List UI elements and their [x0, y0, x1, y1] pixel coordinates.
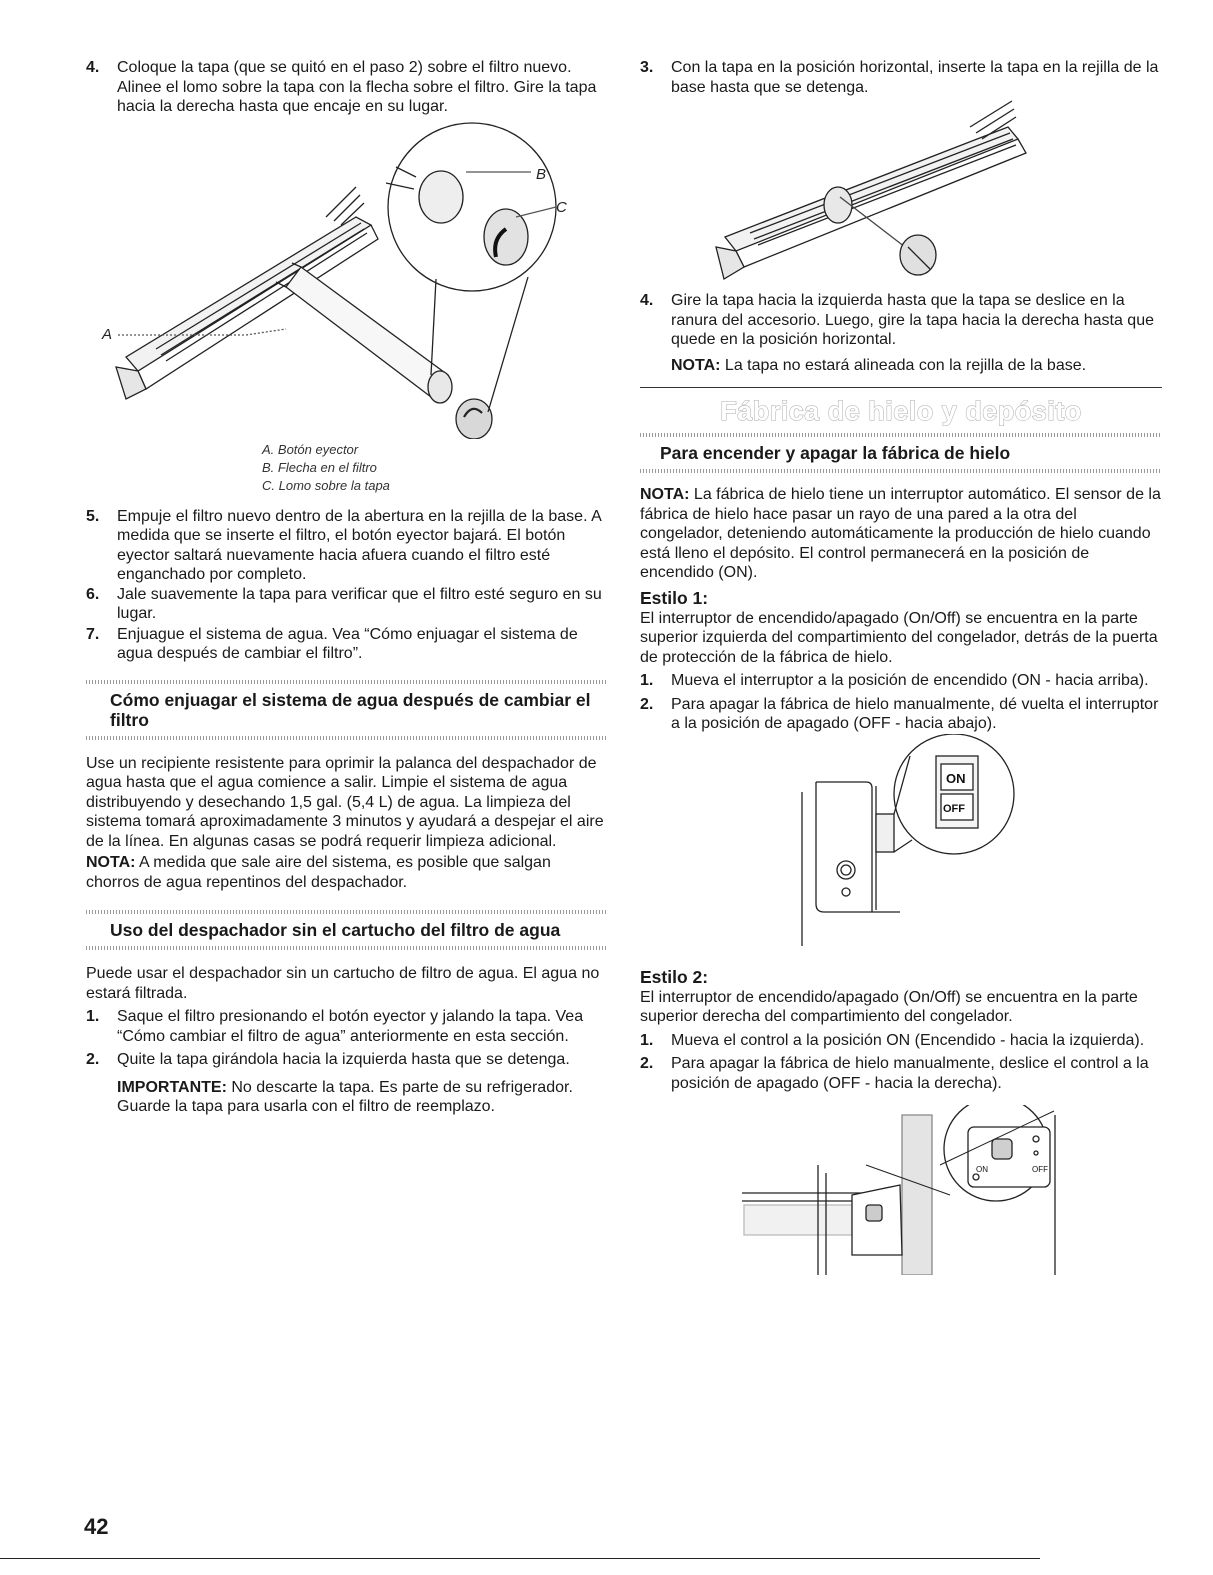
style2-heading: Estilo 2:	[640, 966, 709, 987]
note-label: NOTA:	[640, 486, 690, 503]
step-4-right	[640, 291, 1162, 350]
label-c: C	[556, 198, 567, 216]
flush-heading: Cómo enjuagar el sistema de agua después de cambiar el filtro	[110, 689, 591, 730]
insert-cap-illustration	[640, 97, 1162, 283]
note-text: La fábrica de hielo tiene un interruptor automático. El sensor de la fábrica de hielo hace pasar un rayo de una pared a la otra del congelador, deteniendo automáticamente la producción de hielo cuando está lleno el depósito. El control permanecerá en la posición de encendido (ON).	[640, 486, 1161, 581]
no-cartridge-step-1	[86, 1007, 606, 1046]
step-number: 4.	[640, 292, 654, 309]
left-column	[86, 58, 606, 1117]
insert-cap-figure	[640, 97, 1162, 283]
filter-cap-illustration	[86, 117, 606, 439]
flush-body: Use un recipiente resistente para oprimir la palanca del despachador de agua hasta que el agua comience a salir. Limpie el sistema de agua distribuyendo y desechando 1,5 gal. (5,4 L) de agua. La limpieza del sistema tomará aproximadamente 3 minutos y ayudará a despejar el aire de la línea. En algunas casas se podrá requerir limpieza adicional.	[86, 754, 604, 850]
step-3-right	[640, 58, 1162, 97]
style1-figure	[640, 734, 1162, 946]
label-a: A	[102, 325, 113, 343]
step-number: 1.	[640, 1031, 654, 1049]
step-6	[86, 585, 606, 624]
step-number: 5.	[86, 507, 100, 525]
slider-on-label: ON	[976, 1165, 988, 1174]
icemaker-heading: Para encender y apagar la fábrica de hielo	[660, 443, 1011, 463]
step-4-left	[86, 58, 606, 117]
note-label: NOTA:	[671, 356, 721, 374]
no-cartridge-step-2	[86, 1050, 606, 1070]
right-note	[640, 356, 1162, 376]
step-text: Para apagar la fábrica de hielo manualmente, dé vuelta el interruptor a la posición de apagado (OFF - hacia abajo).	[671, 695, 1159, 732]
step-number: 2.	[640, 1055, 654, 1072]
no-cartridge-body: Puede usar el despachador sin un cartucho de filtro de agua. El agua no estará filtrada.	[86, 965, 600, 1002]
step-number: 4.	[86, 59, 100, 76]
note-text: A medida que sale aire del sistema, es posible que salgan chorros de agua repentinos del despachador.	[86, 854, 551, 891]
step-text: Jale suavemente la tapa para verificar que el filtro esté seguro en su lugar.	[117, 585, 602, 622]
flush-note	[86, 853, 606, 892]
caption-c: C. Lomo sobre la tapa	[262, 477, 390, 493]
step-number: 1.	[86, 1008, 100, 1025]
switch-off-label: OFF	[943, 802, 965, 815]
style1-step-1	[640, 671, 1162, 691]
style1-switch-illustration	[640, 734, 1162, 946]
step-text: Para apagar la fábrica de hielo manualmente, deslice el control a la posición de apagado (OFF - hacia la derecha).	[671, 1055, 1149, 1092]
step-text: Mueva el interruptor a la posición de encendido (ON - hacia arriba).	[671, 672, 1149, 689]
note-label: NOTA:	[86, 854, 136, 871]
important-text: No descarte la tapa. Es parte de su refrigerador. Guarde la tapa para usarla con el filtro de reemplazo.	[117, 1078, 573, 1115]
step-text: Con la tapa en la posición horizontal, inserte la tapa en la rejilla de la base hasta que se detenga.	[671, 59, 1159, 96]
step-text: Gire la tapa hacia la izquierda hasta que la tapa se deslice en la ranura del accesorio. Luego, gire la tapa hacia la derecha hasta que quede en la posición horizontal.	[671, 292, 1154, 348]
style1-body: El interruptor de encendido/apagado (On/Off) se encuentra en la parte superior izquierda del compartimiento del congelador, detrás de la puerta de protección de la fábrica de hielo.	[640, 609, 1158, 666]
label-b: B	[536, 165, 547, 183]
step-text: Enjuague el sistema de agua. Vea “Cómo enjuagar el sistema de agua después de cambiar el filtro”.	[117, 625, 578, 662]
footer-rule	[0, 1558, 1040, 1559]
style2-figure	[640, 1105, 1162, 1275]
right-column	[640, 58, 1162, 1275]
slider-off-label: OFF	[1032, 1165, 1048, 1174]
no-cartridge-heading: Uso del despachador sin el cartucho del filtro de agua	[110, 920, 561, 940]
step-number: 6.	[86, 585, 100, 603]
step-text: Coloque la tapa (que se quitó en el paso 2) sobre el filtro nuevo. Alinee el lomo sobre la tapa con la flecha sobre el filtro. Gire la tapa hacia la derecha hasta que encaje en su lugar.	[117, 59, 597, 115]
section-title: Fábrica de hielo y depósito	[720, 396, 1082, 426]
switch-on-label: ON	[946, 770, 966, 786]
important-label: IMPORTANTE:	[117, 1078, 227, 1096]
note-text: La tapa no estará alineada con la rejilla de la base.	[720, 356, 1087, 374]
icemaker-note	[640, 485, 1162, 583]
important-note	[86, 1078, 606, 1117]
page-number: 42	[84, 1514, 109, 1539]
caption-a: A. Botón eyector	[262, 441, 359, 457]
step-text: Quite la tapa girándola hacia la izquierda hasta que se detenga.	[117, 1051, 570, 1068]
step-number: 7.	[86, 625, 100, 643]
step-text: Saque el filtro presionando el botón eyector y jalando la tapa. Vea “Cómo cambiar el filtro de agua” anteriormente en esta sección.	[117, 1008, 584, 1045]
style2-step-2	[640, 1054, 1162, 1093]
style1-step-2	[640, 695, 1162, 734]
figure-captions	[86, 441, 606, 495]
step-number: 2.	[86, 1051, 100, 1068]
step-5	[86, 507, 606, 585]
step-7	[86, 625, 606, 664]
style2-slider-illustration	[640, 1105, 1162, 1275]
step-number: 2.	[640, 695, 654, 713]
filter-figure	[86, 117, 606, 439]
step-number: 1.	[640, 672, 654, 689]
step-text: Empuje el filtro nuevo dentro de la abertura en la rejilla de la base. A medida que se inserte el filtro, el botón eyector bajará. El botón eyector saltará nuevamente hacia afuera cuando el filtro esté enganchado por completo.	[117, 507, 601, 583]
caption-b: B. Flecha en el filtro	[262, 459, 377, 475]
step-number: 3.	[640, 59, 654, 76]
style2-step-1	[640, 1031, 1162, 1051]
style2-body: El interruptor de encendido/apagado (On/Off) se encuentra en la parte superior derecha del compartimiento del congelador.	[640, 988, 1138, 1025]
step-text: Mueva el control a la posición ON (Encendido - hacia la izquierda).	[671, 1031, 1145, 1049]
style1-heading: Estilo 1:	[640, 587, 709, 608]
